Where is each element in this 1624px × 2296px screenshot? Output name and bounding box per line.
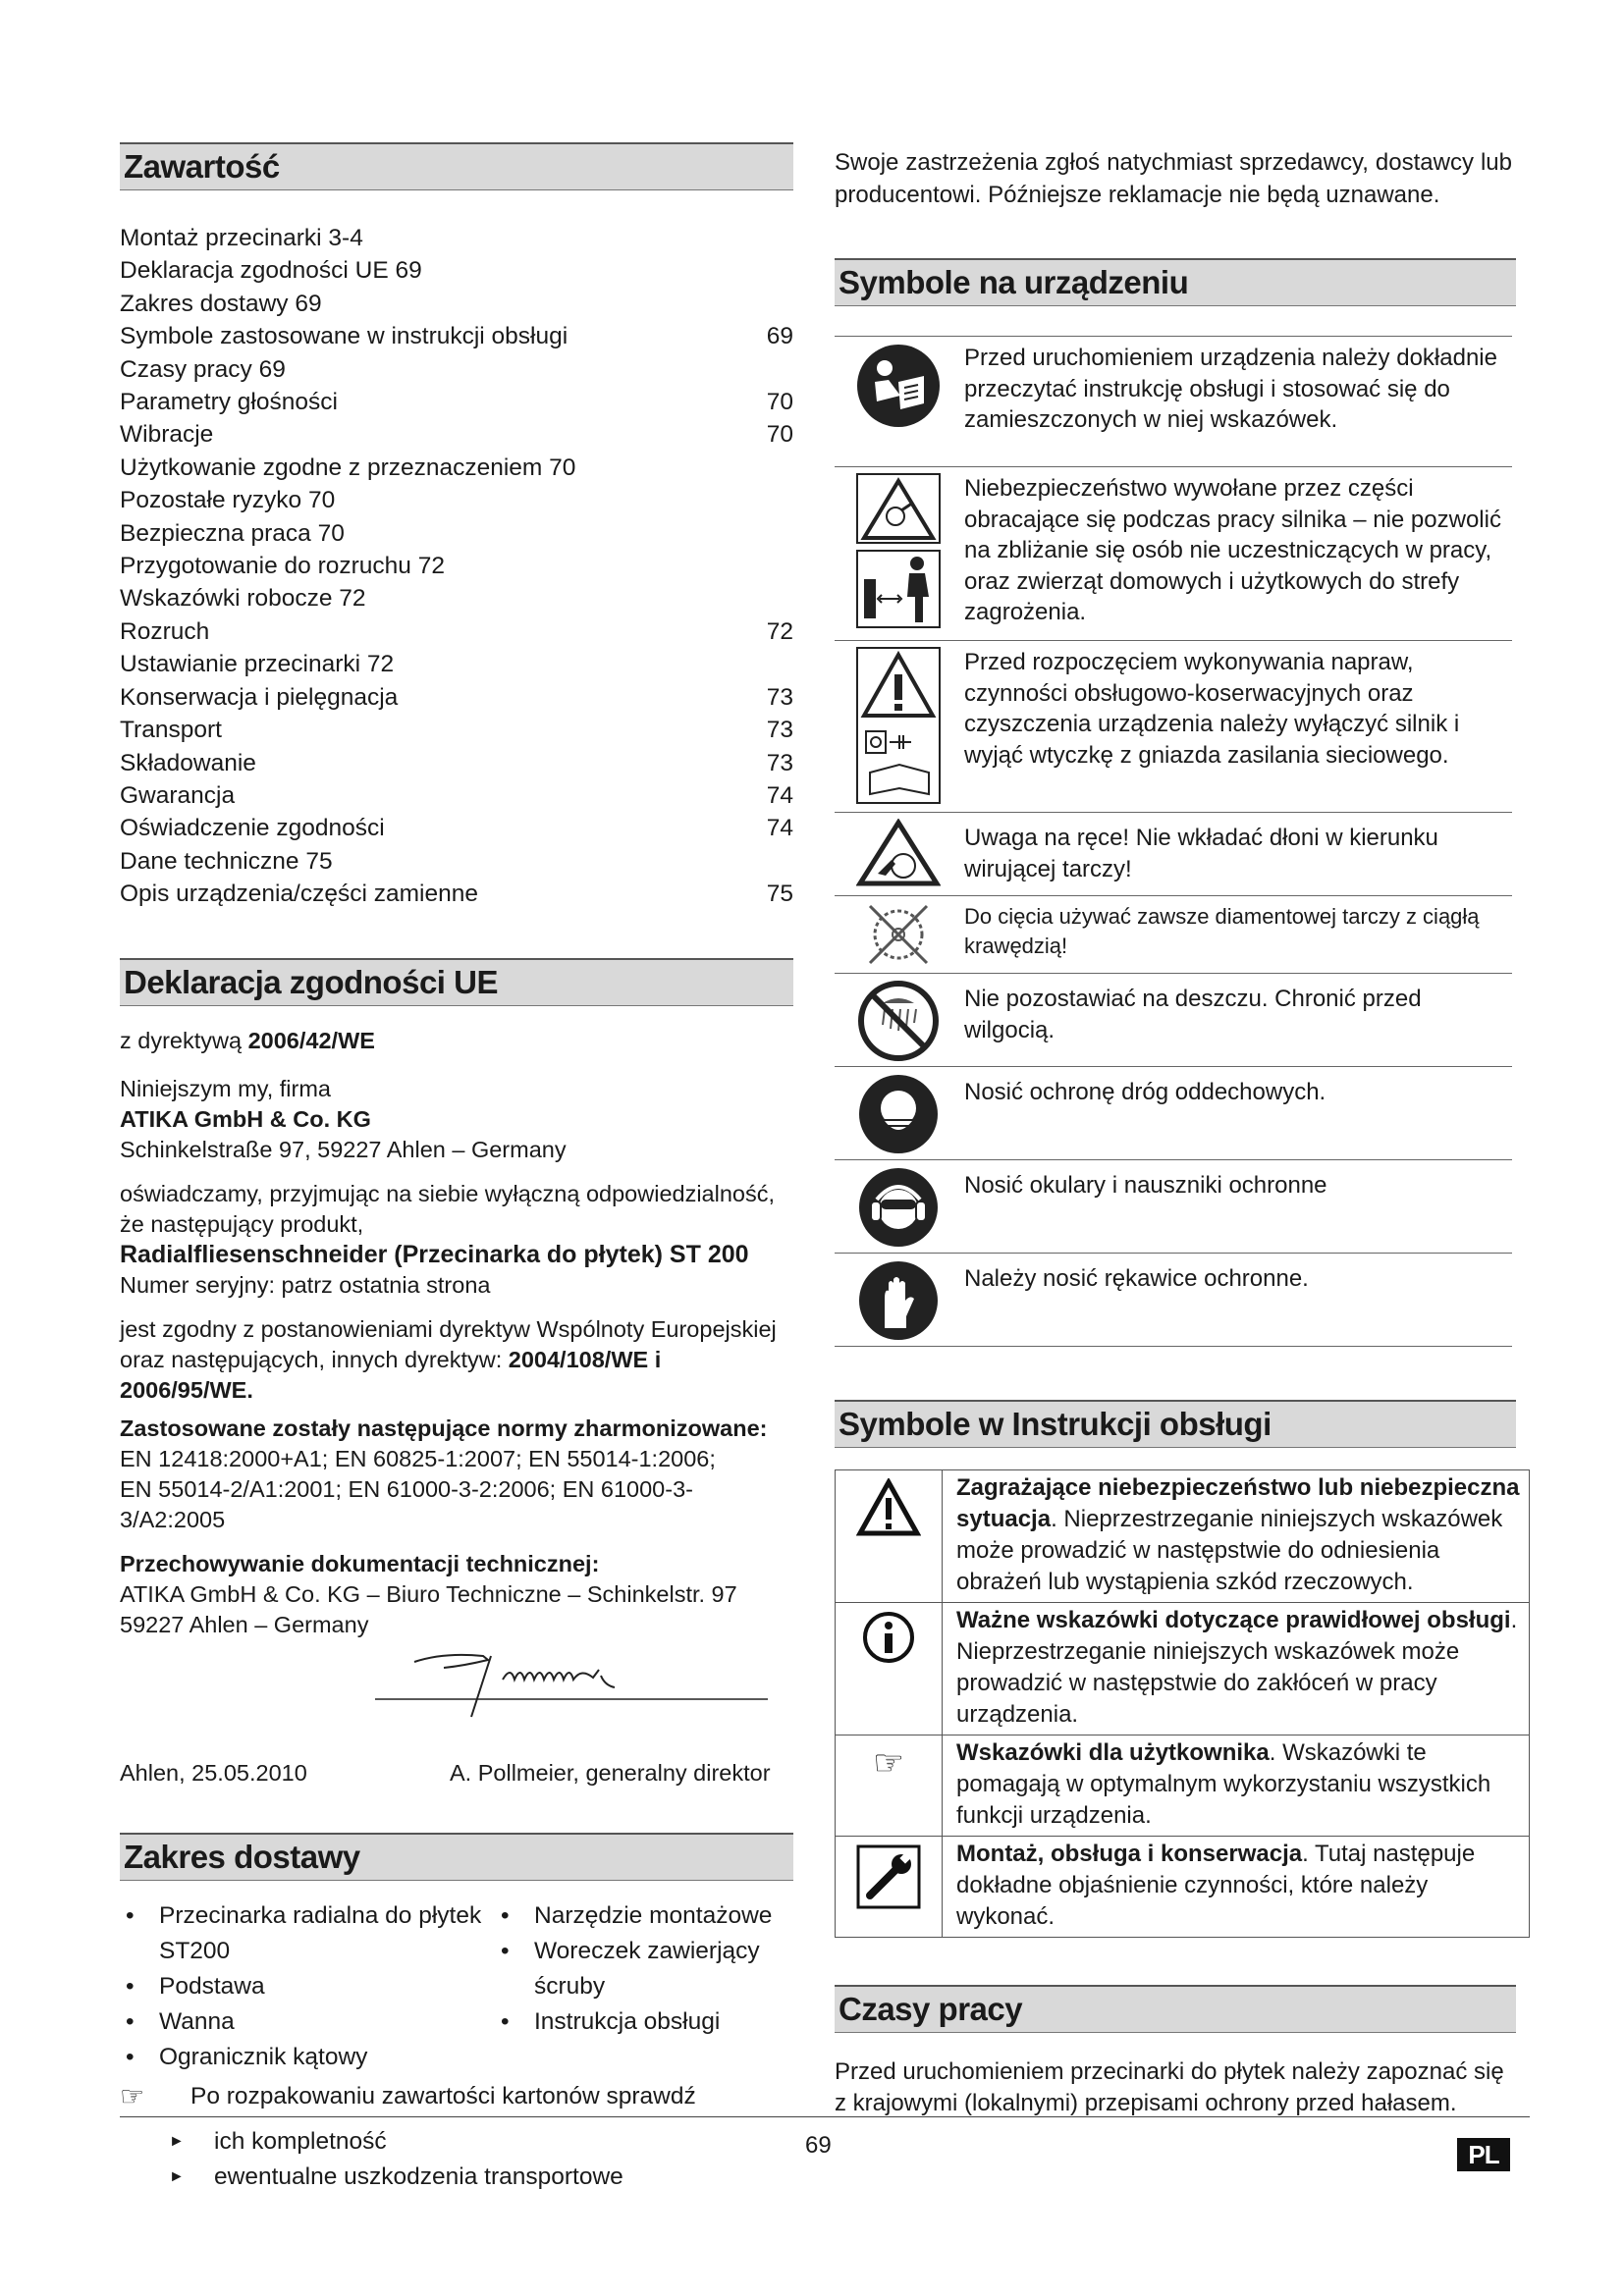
toc-item: Dane techniczne 75: [120, 847, 333, 875]
footer-divider: [120, 2116, 1530, 2117]
symbol-row: Montaż, obsługa i konserwacja. Tutaj następuje dokładne objaśnienie czynności, które należy wykonać.: [836, 1837, 1529, 1937]
norms-block: Zastosowane zostały następujące normy zharmonizowane: EN 12418:2000+A1; EN 60825-1:2007; EN 55014-1:2006; EN 55014-2/A1:2001; EN 61000-3-2:2006; EN 61000-3-3/A2:2005: [120, 1415, 768, 1532]
toc-item: Deklaracja zgodności UE 69: [120, 257, 422, 285]
signature-area: [120, 1640, 793, 1758]
toc-heading: Zawartość: [120, 142, 793, 190]
signature-caption: Ahlen, 25.05.2010 A. Pollmeier, generalny direktor: [120, 1759, 771, 1786]
toc-item: Składowanie 73: [120, 749, 793, 776]
read-manual-icon: [835, 337, 962, 466]
arrow-bullet-icon: ►: [169, 2167, 185, 2185]
declaration-heading: Deklaracja zgodności UE: [120, 958, 793, 1006]
list-item: • Przecinarka radialna do płytek ST200: [126, 1901, 482, 1964]
toc-item: Rozruch 72: [120, 617, 793, 645]
conformity-text: jest zgodny z postanowieniami dyrektyw Wspólnoty Europejskiej oraz następujących, innych dyrektyw: 2004/108/WE i 2006/95/WE.: [120, 1315, 777, 1403]
working-hours-heading: Czasy pracy: [835, 1985, 1516, 2033]
toc-item: Czasy pracy 69: [120, 355, 286, 383]
check-list: [169, 2124, 793, 2195]
working-hours-text: Przed uruchomieniem przecinarki do płytek należy zapoznać się z krajowymi (lokalnymi) przepisami ochrony przed hałasem.: [835, 2058, 1504, 2116]
wrench-icon: [836, 1837, 943, 1937]
list-item: • Ogranicznik kątowy: [126, 2043, 368, 2070]
product-block: oświadczamy, przyjmując na siebie wyłączną odpowiedzialność, że następujący produkt, Radialfliesenschneider (Przecinarka do płytek) ST 200 Numer seryjny: patrz ostatnia strona: [120, 1179, 793, 1301]
directive-line: z dyrektywą 2006/42/WE: [120, 1027, 375, 1053]
manual-symbols-heading: Symbole w Instrukcji obsługi: [835, 1400, 1516, 1448]
page-number: 69: [805, 2132, 832, 2159]
language-badge: PL: [1457, 2138, 1510, 2171]
table-of-contents: [120, 222, 793, 911]
docs-block: Przechowywanie dokumentacji technicznej: ATIKA GmbH & Co. KG – Biuro Techniczne – Schinkelstr. 97 59227 Ahlen – Germany: [120, 1550, 737, 1637]
toc-item: Ustawianie przecinarki 72: [120, 651, 395, 678]
symbol-row: Nosić ochronę dróg oddechowych.: [835, 1067, 1512, 1160]
toc-item: Wskazówki robocze 72: [120, 585, 366, 613]
company-block: Niniejszym my, firma ATIKA GmbH & Co. KG Schinkelstraße 97, 59227 Ahlen – Germany: [120, 1074, 793, 1165]
toc-item: Użytkowanie zgodne z przeznaczeniem 70: [120, 454, 576, 481]
manual-symbols-table: [835, 1469, 1530, 1938]
danger-icon: [836, 1470, 943, 1602]
symbol-row: Należy nosić rękawice ochronne.: [835, 1254, 1512, 1347]
toc-item: Transport 73: [120, 717, 793, 744]
hand-blade-warning-icon: [835, 813, 962, 895]
pointing-hand-icon: ☞: [836, 1735, 943, 1836]
toc-item: Przygotowanie do rozruchu 72: [120, 553, 445, 580]
list-item: ► ich kompletność: [169, 2124, 793, 2160]
toc-item: Oświadczenie zgodności 74: [120, 815, 793, 842]
diamond-blade-icon: [835, 896, 962, 973]
symbol-row: Nosić okulary i nauszniki ochronne: [835, 1160, 1512, 1254]
symbol-row: ☞ Wskazówki dla użytkownika. Wskazówki te pomagają w optymalnym wykorzystaniu wszystkich funkcji urządzenia.: [836, 1735, 1529, 1837]
signature-image: [375, 1640, 768, 1738]
goggles-earmuffs-icon: [835, 1160, 962, 1253]
toc-item: Montaż przecinarki 3-4: [120, 225, 363, 251]
delivery-heading: Zakres dostawy: [120, 1833, 793, 1881]
symbol-row: Uwaga na ręce! Nie wkładać dłoni w kierunku wirującej tarczy!: [835, 813, 1512, 896]
info-icon: [836, 1603, 943, 1735]
company-name: ATIKA GmbH & Co. KG: [120, 1105, 371, 1132]
respirator-icon: [835, 1067, 962, 1159]
toc-item: Konserwacja i pielęgnacja 73: [120, 683, 793, 711]
toc-item: Gwarancja 74: [120, 781, 793, 809]
product-name: Radialfliesenschneider (Przecinarka do płytek) ST 200: [120, 1240, 749, 1268]
toc-item: Parametry głośności 70: [120, 389, 793, 416]
symbol-row: Nie pozostawiać na deszczu. Chronić przed wilgocią.: [835, 974, 1512, 1067]
toc-item: Opis urządzenia/części zamienne 75: [120, 881, 793, 908]
symbol-row: Przed uruchomieniem urządzenia należy dokładnie przeczytać instrukcję obsługi i stosować się do zamieszczonych w niej wskazówek.: [835, 337, 1512, 467]
list-item: • Wanna: [126, 2007, 235, 2035]
symbol-row: Ważne wskazówki dotyczące prawidłowej obsługi. Nieprzestrzeganie niniejszych wskazówek może prowadzić w następstwie do zakłóceń w pracy urządzenia.: [836, 1603, 1529, 1735]
symbol-row: Do cięcia używać zawsze diamentowej tarczy z ciągłą krawędzią!: [835, 896, 1512, 974]
list-item: • Instrukcja obsługi: [501, 2007, 721, 2035]
complaints-text: Swoje zastrzeżenia zgłoś natychmiast sprzedawcy, dostawcy lub producentowi. Późniejsze reklamacje nie będą uznawane.: [835, 149, 1512, 208]
right-column: [835, 142, 1530, 2119]
unplug-warning-icon: [835, 641, 962, 812]
symbol-row: Przed rozpoczęciem wykonywania napraw, czynności obsługowo-koserwacyjnych oraz czyszczenia urządzenia należy wyłączyć silnik i wyjąć wtyczkę z gniazda zasilania sieciowego.: [835, 641, 1512, 813]
list-item: • Podstawa: [126, 1972, 265, 2000]
no-rain-icon: [835, 974, 962, 1066]
toc-item: Symbole zastosowane w instrukcji obsługi 69: [120, 323, 793, 350]
toc-item: Bezpieczna praca 70: [120, 519, 345, 547]
delivery-list: [120, 1898, 793, 2075]
list-item: • Woreczek zawierjący ścruby: [501, 1937, 760, 2000]
device-symbols-table: [835, 336, 1512, 1347]
toc-item: Pozostałe ryzyko 70: [120, 487, 336, 514]
symbol-row: Zagrażające niebezpieczeństwo lub niebezpieczna sytuacja. Nieprzestrzeganie niniejszych wskazówek może prowadzić w następstwie do odniesienia obrażeń lub wystąpienia szkód rzeczowych.: [836, 1470, 1529, 1603]
device-symbols-heading: Symbole na urządzeniu: [835, 258, 1516, 306]
toc-item: Zakres dostawy 69: [120, 290, 322, 317]
left-column: [120, 142, 793, 2195]
list-item: • Narzędzie montażowe: [501, 1901, 773, 1929]
toc-item: Wibracje 70: [120, 421, 793, 449]
check-note: ☞ Po rozpakowaniu zawartości kartonów sprawdź: [120, 2079, 793, 2114]
list-item: ► ewentualne uszkodzenia transportowe: [169, 2160, 793, 2195]
gloves-icon: [835, 1254, 962, 1346]
arrow-bullet-icon: ►: [169, 2132, 185, 2150]
pointing-hand-icon: ☞: [120, 2080, 145, 2111]
symbol-row: Niebezpieczeństwo wywołane przez części obracające się podczas pracy silnika – nie pozwolić na zbliżanie się osób nie uczestniczących w pracy, oraz zwierząt domowych i użytkowych do strefy zagrożenia.: [835, 467, 1512, 641]
rotating-parts-warning-icon: [835, 467, 962, 640]
